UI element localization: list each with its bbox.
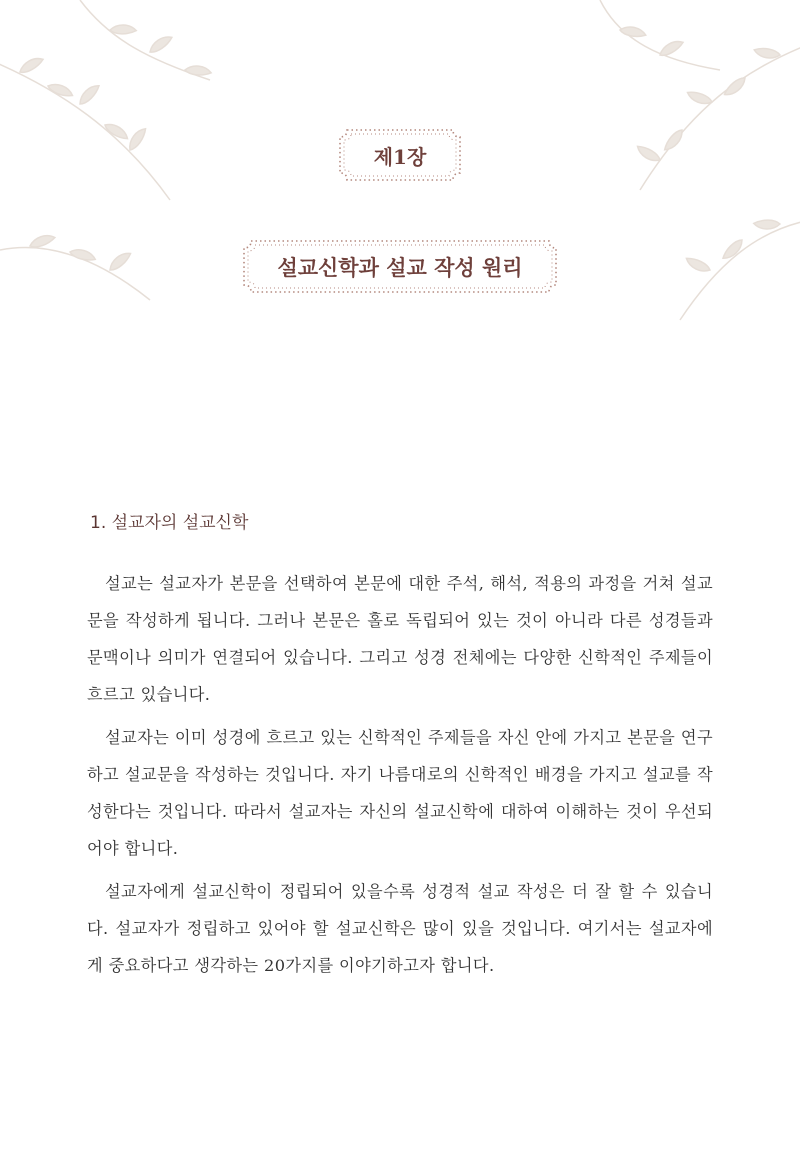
chapter-title-frame [241, 238, 559, 295]
paragraph: 설교자는 이미 성경에 흐르고 있는 신학적인 주제들을 자신 안에 가지고 본문을 연구하고 설교문을 작성하는 것입니다. 자기 나름대로의 신학적인 배경을 가지고 설교를 작성한다는 것입니다. 따라서 설교자는 자신의 설교신학에 대하여 이해하는 것이 우선되어야 합니다. [87, 728, 713, 858]
section-heading: 1. 설교자의 설교신학 [90, 513, 249, 533]
chapter-label-frame [337, 127, 463, 183]
paragraph: 설교자에게 설교신학이 정립되어 있을수록 성경적 설교 작성은 더 잘 할 수 있습니다. 설교자가 정립하고 있어야 할 설교신학은 많이 있을 것입니다. 여기서는 설교자에게 중요하다고 생각하는 20가지를 이야기하고자 합니다. [87, 882, 713, 975]
chapter-title: 설교신학과 설교 작성 원리 [277, 254, 523, 280]
chapter-label: 제1장 [373, 144, 427, 169]
leaf-background-illustration [0, 0, 800, 420]
paragraph: 설교는 설교자가 본문을 선택하여 본문에 대한 주석, 해석, 적용의 과정을 거쳐 설교문을 작성하게 됩니다. 그러나 본문은 홀로 독립되어 있는 것이 아니라 다른 성경들과 문맥이나 의미가 연결되어 있습니다. 그리고 성경 전체에는 다양한 신학적인 주제들이 흐르고 있습니다. [87, 574, 713, 704]
body-text [87, 565, 713, 990]
